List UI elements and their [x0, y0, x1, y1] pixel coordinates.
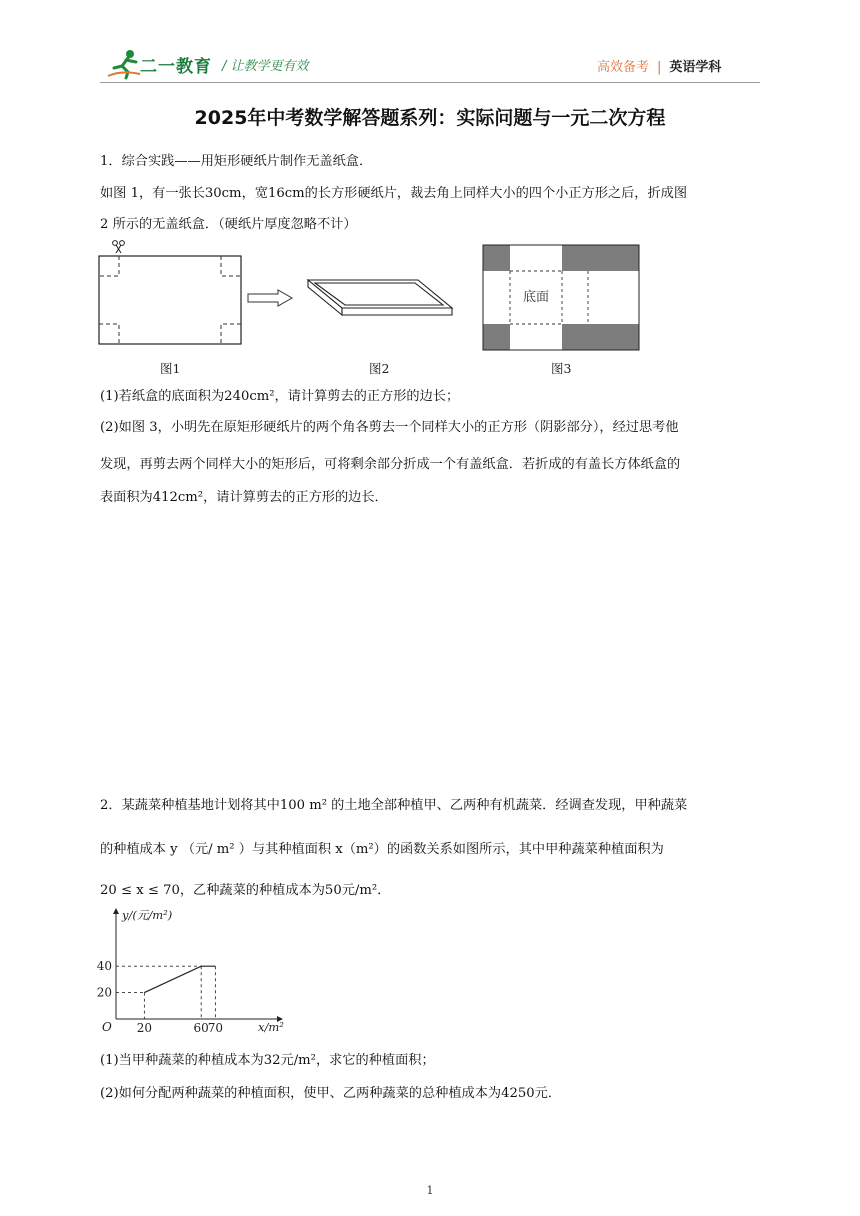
figure-3-center-label: 底面	[522, 290, 550, 305]
q1-line2: 如图 1，有一张长30cm，宽16cm的长方形硬纸片，裁去角上同样大小的四个小正方形之后，折成图	[100, 186, 688, 201]
page-number: 1	[426, 1184, 434, 1197]
q1-part2-line1: (2)如图 3，小明先在原矩形硬纸片的两个角各剪去一个同样大小的正方形（阴影部分），经过思考他	[100, 420, 679, 435]
q1-part2-line2: 发现，再剪去两个同样大小的矩形后，可将剩余部分折成一个有盖纸盒．若折成的有盖长方体纸盒的	[100, 457, 681, 472]
series-line	[144, 966, 215, 992]
q2-part1: (1)当甲种蔬菜的种植成本为32元/m²，求它的种植面积；	[100, 1053, 435, 1068]
figure-3	[482, 244, 642, 352]
q2-line3: 20 ≤ x ≤ 70，乙种蔬菜的种植成本为50元/m²．	[100, 883, 391, 898]
x-tick-label: 70	[207, 1021, 224, 1035]
figure-1	[95, 236, 245, 348]
y-tick-label: 20	[96, 985, 112, 1000]
x-tick-label: 60	[193, 1021, 209, 1035]
figure-3-label: 图3	[551, 361, 572, 376]
figure-2-label: 图2	[369, 361, 390, 376]
q2-part2: (2)如何分配两种蔬菜的种植面积，使甲、乙两种蔬菜的总种植成本为4250元．	[100, 1086, 562, 1101]
q1-part2-line3: 表面积为412cm²，请计算剪去的正方形的边长．	[100, 490, 388, 505]
q2-line2: 的种植成本 y （元/ m² ）与其种植面积 x（m²）的函数关系如图所示，其中甲种蔬菜种植面积为	[100, 842, 664, 857]
y-axis-label: y/(元/m²)	[122, 908, 173, 922]
cost-area-chart	[96, 905, 296, 1037]
x-axis-label: x/m²	[258, 1020, 284, 1034]
y-tick-label: 40	[96, 959, 112, 974]
q1-part1: (1)若纸盒的底面积为240cm²，请计算剪去的正方形的边长；	[100, 389, 460, 404]
header-separator: |	[657, 60, 662, 75]
header-tag-subject: 英语学科	[669, 60, 722, 75]
figure-1-label: 图1	[160, 361, 181, 376]
scissors-icon	[113, 241, 125, 253]
arrow-icon	[246, 288, 296, 308]
q1-line3: 2 所示的无盖纸盒．（硬纸片厚度忽略不计）	[100, 217, 357, 232]
q1-intro: 1．综合实践——用矩形硬纸片制作无盖纸盒．	[100, 154, 373, 169]
logo-text: 二一教育	[140, 57, 212, 77]
slogan: / 让教学更有效	[222, 59, 309, 74]
x-tick-label: 20	[136, 1021, 153, 1035]
figure-2	[300, 270, 460, 324]
q2-line1: 2．某蔬菜种植基地计划将其中100 m² 的土地全部种植甲、乙两种有机蔬菜．经调查发现，甲种蔬菜	[100, 798, 688, 813]
page-title: 2025年中考数学解答题系列：实际问题与一元二次方程	[194, 107, 666, 129]
header-tag-exam: 高效备考	[597, 60, 650, 75]
header-right	[597, 56, 721, 75]
header-divider	[100, 82, 760, 83]
origin-label: O	[102, 1020, 112, 1034]
